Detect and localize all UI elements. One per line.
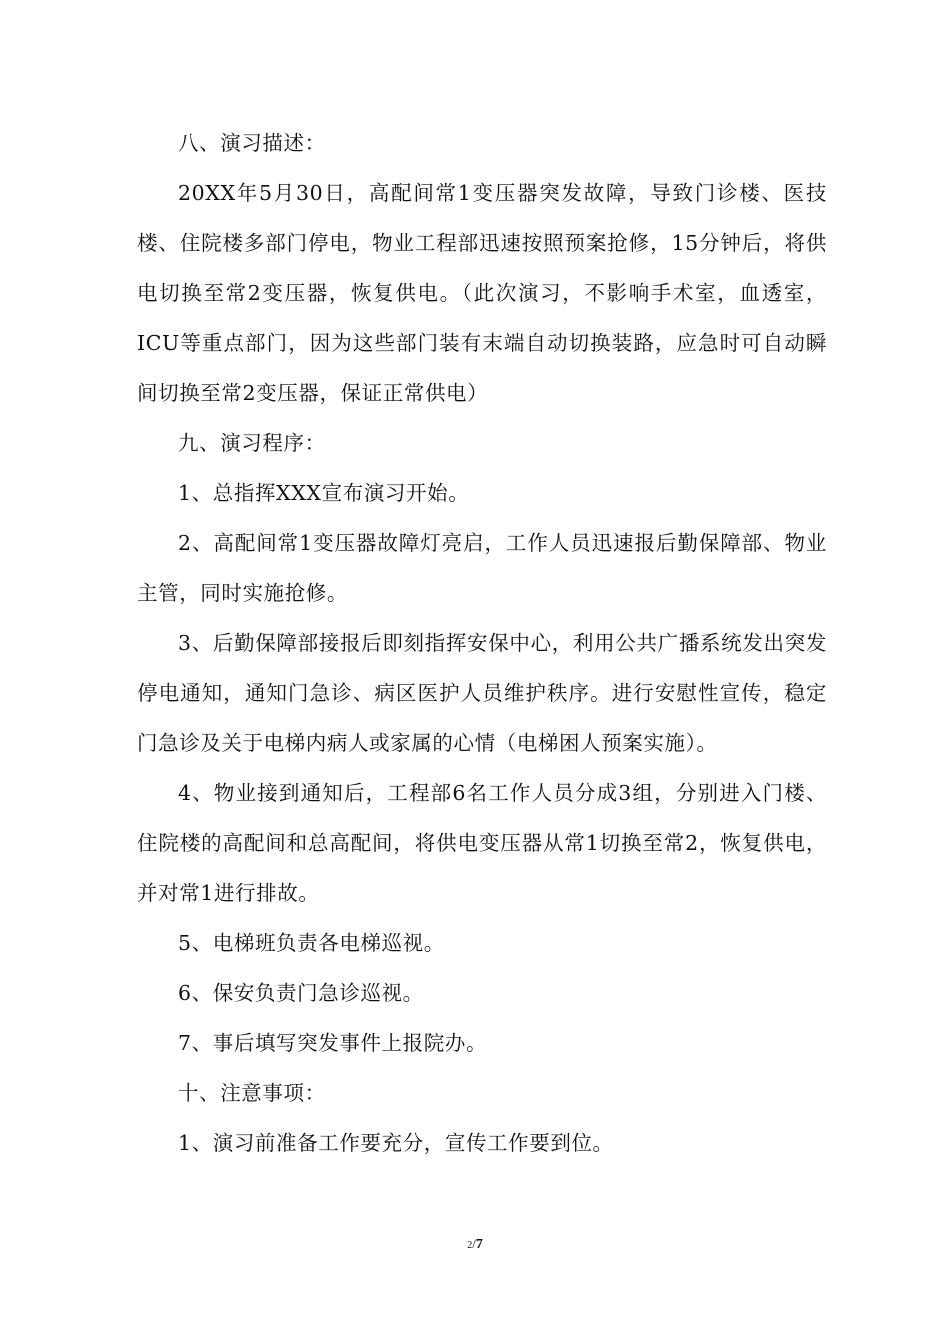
- paragraph-drill-description: 20XX年5月30日，高配间常1变压器突发故障，导致门诊楼、医技楼、住院楼多部门停电，物业工程部迅速按照预案抢修，15分钟后，将供电切换至常2变压器，恢复供电。（此次演习，不影响手术室，血透室，ICU等重点部门，因为这些部门装有末端自动切换装路，应急时可自动瞬间切换至常2变压器，保证正常供电）: [137, 181, 827, 405]
- page-number-separator: /: [472, 1236, 476, 1251]
- section-heading-drill-procedure: 九、演习程序：: [178, 431, 326, 455]
- section-heading-precautions: 十、注意事项：: [178, 1081, 326, 1105]
- section-heading-drill-description: 八、演习描述：: [178, 131, 326, 155]
- precaution-item-1: 1、演习前准备工作要充分，宣传工作要到位。: [178, 1131, 614, 1155]
- document-body: [137, 118, 827, 1168]
- total-pages-number: 7: [475, 1237, 483, 1252]
- procedure-step-2: 2、高配间常1变压器故障灯亮启，工作人员迅速报后勤保障部、物业主管，同时实施抢修。: [137, 531, 827, 605]
- page-number: [0, 1236, 950, 1253]
- procedure-step-6: 6、保安负责门急诊巡视。: [178, 981, 424, 1005]
- procedure-step-3: 3、后勤保障部接报后即刻指挥安保中心，利用公共广播系统发出突发停电通知，通知门急诊、病区医护人员维护秩序。进行安慰性宣传，稳定门急诊及关于电梯内病人或家属的心情（电梯困人预案实施）。: [137, 631, 827, 755]
- procedure-step-5: 5、电梯班负责各电梯巡视。: [178, 931, 445, 955]
- procedure-step-7: 7、事后填写突发事件上报院办。: [178, 1031, 488, 1055]
- procedure-step-4: 4、物业接到通知后，工程部6名工作人员分成3组，分别进入门楼、住院楼的高配间和总高配间，将供电变压器从常1切换至常2，恢复供电，并对常1进行排故。: [137, 781, 827, 905]
- current-page-number: 2: [467, 1240, 473, 1251]
- procedure-step-1: 1、总指挥XXX宣布演习开始。: [178, 481, 470, 505]
